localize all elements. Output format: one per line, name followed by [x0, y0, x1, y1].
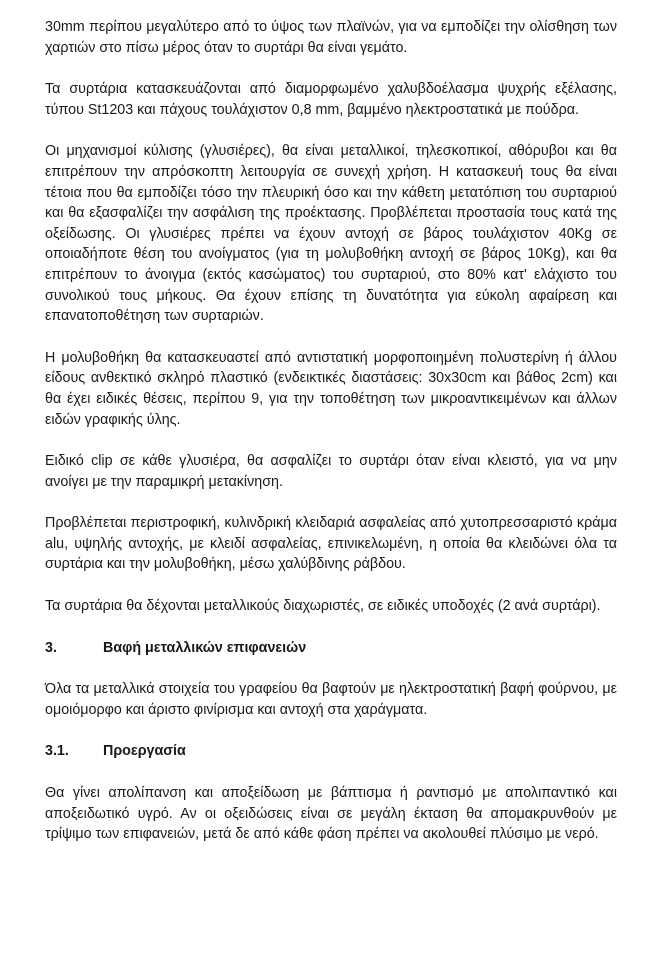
paragraph-clip: Ειδικό clip σε κάθε γλυσιέρα, θα ασφαλίζει το συρτάρι όταν είναι κλειστό, για να μην ανοίγει με την παραμικρή μετακίνηση.: [45, 453, 617, 490]
paragraph-drawer-back: 30mm περίπου μεγαλύτερο από το ύψος των πλαϊνών, για να εμποδίζει την ολίσθηση των χαρτιών στο πίσω μέρος όταν το συρτάρι θα είναι γεμάτο.: [45, 19, 617, 56]
section-heading-3-1: [45, 741, 617, 762]
paragraph-drawer-material: Τα συρτάρια κατασκευάζονται από διαμορφωμένο χαλυβδοέλασμα ψυχρής εξέλασης, τύπου St1203 και πάχους τουλάχιστον 0,8 mm, βαμμένο ηλεκτροστατικά με πούδρα.: [45, 81, 617, 118]
paragraph-dividers: Τα συρτάρια θα δέχονται μεταλλικούς διαχωριστές, σε ειδικές υποδοχές (2 ανά συρτάρι).: [45, 598, 601, 615]
section-title: Προεργασία: [103, 743, 186, 760]
paragraph-sliding-mechanisms: Οι μηχανισμοί κύλισης (γλυσιέρες), θα είναι μεταλλικοί, τηλεσκοπικοί, αθόρυβοι και θα επιτρέπουν την απρόσκοπτη λειτουργία σε συνεχή χρήση. Η κατασκευή τους θα είναι τέτοια που θα εμποδίζει τόσο την πλευρική όσο και την κάθετη μετατόπιση του συρταριού και θα εξασφαλίζει την ασφάλιση της προέκτασης. Προβλέπεται προστασία τους κατά της οξείδωσης. Οι γλυσιέρες πρέπει να έχουν αντοχή σε βάρος τουλάχιστον 40Kg σε οποιαδήποτε θέση του ανοίγματος (για τη μολυβοθήκη αντοχή σε βάρος 10Kg), και θα επιτρέπουν το άνοιγμα (εκτός κασώματος) του συρταριού, στο 80% κατ' ελάχιστο του συνολικού τους μήκους. Θα έχουν επίσης τη δυνατότητα για εύκολη αφαίρεση και επανατοποθέτηση των συρταριών.: [45, 143, 617, 325]
paragraph-preparation: Θα γίνει απολίπανση και αποξείδωση με βάπτισμα ή ραντισμό με απολιπαντικό και αποξειδωτικό υγρό. Αν οι οξειδώσεις είναι σε μεγάλη έκταση θα απομακρυνθούν με τρίψιμο των επιφανειών, μετά δε από κάθε φάση πρέπει να ακολουθεί πλύσιμο με νερό.: [45, 785, 617, 843]
section-title: Βαφή μεταλλικών επιφανειών: [103, 639, 307, 656]
section-heading-3: [45, 638, 617, 659]
paragraph-painting: Όλα τα μεταλλικά στοιχεία του γραφείου θα βαφτούν με ηλεκτροστατική βαφή φούρνου, με ομοιόμορφο και άριστο φινίρισμα και αντοχή στα χαράγματα.: [45, 681, 617, 718]
section-number: 3.: [45, 639, 57, 656]
section-number: 3.1.: [45, 743, 69, 760]
paragraph-lock: Προβλέπεται περιστροφική, κυλινδρική κλειδαριά ασφαλείας από χυτοπρεσσαριστό κράμα alu, υψηλής αντοχής, με κλειδί ασφαλείας, επινικελωμένη, η οποία θα κλειδώνει όλα τα συρτάρια και την μολυβοθήκη, μέσω χαλύβδινης ράβδου.: [45, 515, 617, 573]
paragraph-pencil-tray: Η μολυβοθήκη θα κατασκευαστεί από αντιστατική μορφοποιημένη πολυστερίνη ή άλλου είδους ανθεκτικό σκληρό πλαστικό (ενδεικτικές διαστάσεις: 30x30cm και βάθος 2cm) και θα έχει ειδικές θέσεις, περίπου 9, για την τοποθέτηση των μικροαντικειμένων και άλλων ειδών γραφικής ύλης.: [45, 349, 617, 428]
